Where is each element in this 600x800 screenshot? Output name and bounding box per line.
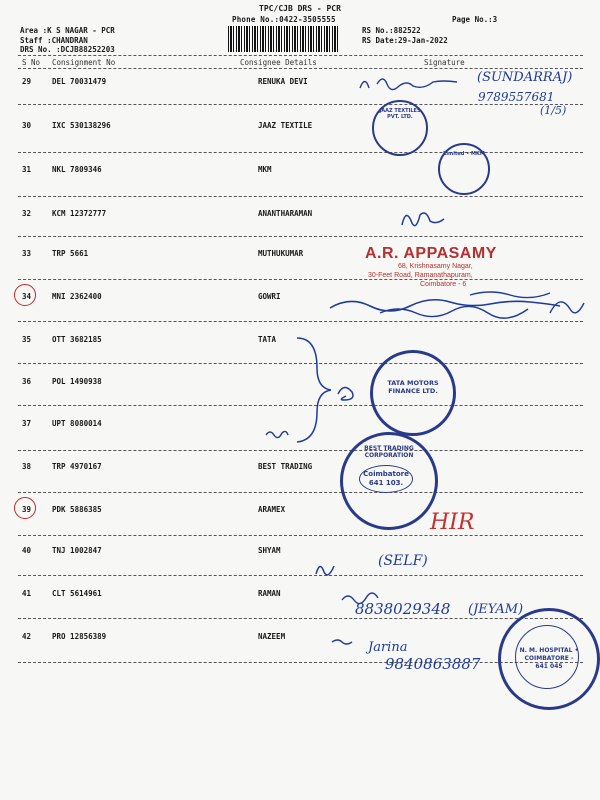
row-sno: 34: [22, 292, 32, 301]
row-consignment: UPT 8080014: [52, 419, 102, 428]
mkm-stamp: [438, 143, 490, 195]
signature-scribble: [262, 425, 292, 443]
handwritten-name: (SUNDARRAJ): [477, 70, 573, 85]
row-sno: 40: [22, 546, 32, 555]
header-divider: [18, 55, 583, 56]
row-sno: 39: [22, 505, 32, 514]
row-consignment: TNJ 1002847: [52, 546, 102, 555]
row-divider: [18, 535, 583, 536]
row-divider: [18, 152, 583, 153]
handwritten-jarina: Jarina: [368, 640, 408, 655]
table-row: [0, 462, 600, 474]
appasamy-stamp-line3: Coimbatore - 6: [420, 281, 467, 288]
handwritten-jeyam: (JEYAM): [468, 602, 524, 617]
table-row: [0, 505, 600, 517]
handwritten-hir: HIR: [430, 510, 475, 535]
row-divider: [18, 236, 583, 237]
row-sno: 37: [22, 419, 32, 428]
row-sno: 41: [22, 589, 32, 598]
row-consignment: TRP 4970167: [52, 462, 102, 471]
appasamy-stamp-line2: 30-Feet Road, Ramanathapuram,: [368, 272, 473, 279]
tata-stamp-text: TATA MOTORS FINANCE LTD.: [387, 379, 439, 395]
handwritten-phone-42: 9840863887: [385, 655, 481, 673]
mkm-stamp-text: Limited • MKM: [443, 151, 485, 157]
row-sno: 30: [22, 121, 32, 130]
row-consignee: SHYAM: [258, 546, 281, 555]
row-consignee: GOWRI: [258, 292, 281, 301]
row-sno: 42: [22, 632, 32, 641]
row-consignment: POL 1490938: [52, 377, 102, 386]
red-circle-mark: [14, 497, 36, 519]
table-row: [0, 121, 600, 133]
row-consignment: DEL 70031479: [52, 77, 107, 86]
jaaz-stamp-text: JAAZ TEXTILES PVT. LTD.: [379, 108, 421, 120]
row-consignee: TATA: [258, 335, 277, 344]
column-header-sno: S No: [22, 58, 41, 67]
appasamy-stamp-title: A.R. APPASAMY: [365, 245, 497, 262]
row-divider: [18, 575, 583, 576]
jaaz-stamp: [372, 100, 428, 156]
red-circle-mark: [14, 284, 36, 306]
signature-scribble: [330, 636, 354, 648]
row-sno: 36: [22, 377, 32, 386]
row-consignment: KCM 12372777: [52, 209, 107, 218]
row-consignment: OTT 3682185: [52, 335, 102, 344]
handwritten-phone: 9789557681: [478, 90, 555, 104]
report-title: TPC/CJB DRS - PCR: [259, 4, 341, 13]
row-divider: [18, 196, 583, 197]
tata-motors-finance-stamp: [370, 350, 456, 436]
rs-number: RS No.:882522: [362, 26, 421, 35]
row-consignee: JAAZ TEXTILE: [258, 121, 313, 130]
header-left-block: [20, 26, 115, 55]
row-consignment: PRO 12856389: [52, 632, 107, 641]
row-consignee: NAZEEM: [258, 632, 286, 641]
handwritten-date: (1/5): [540, 104, 567, 117]
table-row: [0, 546, 600, 558]
header-right-block: [362, 26, 448, 45]
row-sno: 29: [22, 77, 32, 86]
row-consignee: RAMAN: [258, 589, 281, 598]
column-header-consignee: Consignee Details: [240, 58, 317, 67]
rs-date: RS Date:29-Jan-2022: [362, 35, 448, 45]
staff-label: Staff :CHANDRAN: [20, 35, 88, 45]
column-header-divider: [18, 68, 583, 69]
best-stamp-ring: BEST TRADING CORPORATION: [364, 445, 414, 459]
row-consignee: ANANTHARAMAN: [258, 209, 313, 218]
signature-scribble: [332, 380, 362, 405]
row-consignment: NKL 7809346: [52, 165, 102, 174]
row-consignment: IXC 530138296: [52, 121, 111, 130]
row-divider: [18, 618, 583, 619]
row-consignment: PDK 5886385: [52, 505, 102, 514]
drs-number: DRS No. :DCJB88252203: [20, 45, 115, 54]
signature-scribble: [320, 283, 590, 328]
row-sno: 32: [22, 209, 32, 218]
row-sno: 31: [22, 165, 32, 174]
row-consignment: TRP 5661: [52, 249, 89, 258]
nm-hospital-stamp: [498, 608, 600, 710]
row-consignment: CLT 5614961: [52, 589, 102, 598]
column-header-signature: Signature: [424, 58, 465, 67]
row-divider: [18, 104, 583, 105]
signature-scribble: [355, 70, 475, 100]
row-sno: 38: [22, 462, 32, 471]
row-consignee: RENUKA DEVI: [258, 77, 308, 86]
table-row: [0, 209, 600, 221]
row-consignee: MKM: [258, 165, 272, 174]
best-trading-stamp: [340, 432, 438, 530]
row-divider: [18, 279, 583, 280]
signature-scribble: [312, 556, 342, 580]
row-sno: 33: [22, 249, 32, 258]
best-stamp-center: Coimbatore 641 103.: [359, 465, 413, 493]
table-row: [0, 589, 600, 601]
bracket-mark: [295, 330, 335, 450]
area-label: Area :K S NAGAR - PCR: [20, 26, 115, 35]
row-divider: [18, 492, 583, 493]
row-consignment: MNI 2362400: [52, 292, 102, 301]
page-number: Page No.:3: [452, 15, 498, 24]
nm-stamp-text: N. M. HOSPITAL • COIMBATORE - 641 045: [519, 647, 579, 670]
nm-stamp-inner-ring: [515, 625, 579, 689]
row-sno: 35: [22, 335, 32, 344]
column-header-consignment: Consignment No: [52, 58, 116, 67]
signature-scribble: [398, 203, 448, 233]
row-consignee: MUTHUKUMAR: [258, 249, 304, 258]
row-consignee: ARAMEX: [258, 505, 286, 514]
barcode: [228, 26, 340, 52]
phone-number: Phone No.:0422-3505555: [232, 15, 336, 24]
table-row: [0, 249, 600, 261]
table-row: [0, 165, 600, 177]
handwritten-phone-41: 8838029348: [355, 600, 451, 618]
row-divider: [18, 450, 583, 451]
row-consignee: BEST TRADING: [258, 462, 313, 471]
appasamy-stamp-line1: 68, Krishnasamy Nagar,: [398, 263, 473, 270]
handwritten-self: (SELF): [378, 553, 428, 569]
